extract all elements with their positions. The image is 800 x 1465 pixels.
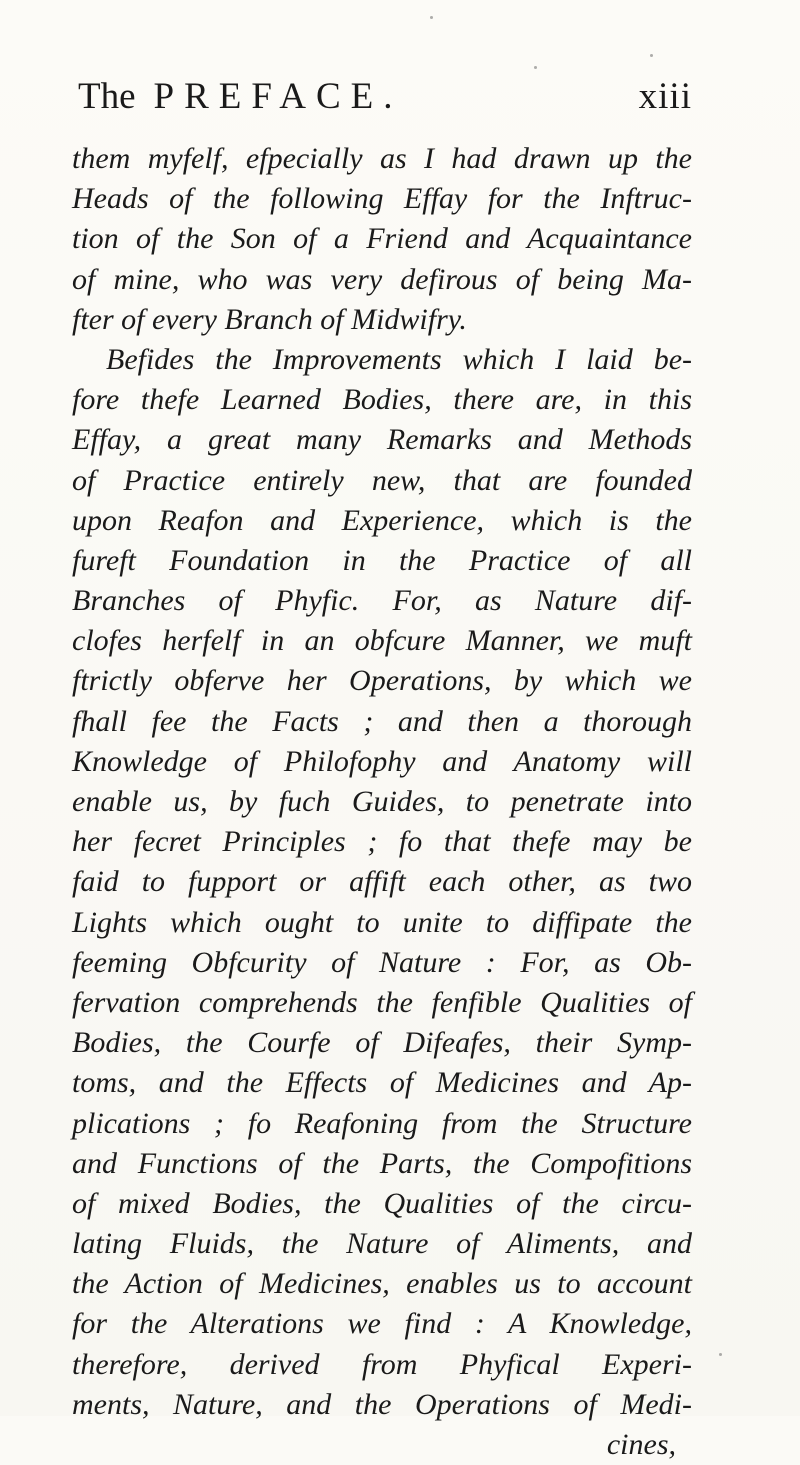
- text-line: Effay, a great many Remarks and Methods: [72, 423, 692, 457]
- text-line: her fecret Principles ; fo that thefe may be: [72, 825, 692, 859]
- text-line: fter of every Branch of Midwifry.: [72, 302, 467, 336]
- paper-speck: [430, 16, 433, 19]
- page-number: xiii: [638, 76, 692, 117]
- text-line: ments, Nature, and the Operations of Medi-: [72, 1387, 692, 1421]
- text-line: fervation comprehends the fenfible Qualities of: [72, 985, 692, 1019]
- text-line: enable us, by fuch Guides, to penetrate into: [72, 785, 692, 818]
- text-line: Knowledge of Philofophy and Anatomy will: [72, 744, 692, 778]
- body-text: [72, 139, 692, 1465]
- text-line: fureft Foundation in the Practice of all: [72, 543, 692, 577]
- paper-speck: [534, 66, 537, 69]
- paper-speck: [719, 1353, 722, 1356]
- text-line: fore thefe Learned Bodies, there are, in this: [72, 383, 692, 417]
- text-line: Bodies, the Courfe of Difeafes, their Symp-: [72, 1026, 692, 1060]
- text-line: Lights which ought to unite to diffipate the: [72, 905, 692, 939]
- text-line: ftrictly obferve her Operations, by which we: [72, 664, 692, 698]
- paper-speck: [650, 54, 653, 57]
- text-line: of mixed Bodies, the Qualities of the circu-: [72, 1186, 692, 1220]
- text-line: faid to fupport or affift each other, as two: [72, 865, 692, 899]
- running-title: [78, 75, 402, 118]
- text-line: Heads of the following Effay for the Inftruc-: [72, 182, 692, 216]
- text-line: Befides the Improvements which I laid be-: [106, 342, 692, 376]
- text-line: fhall fee the Facts ; and then a thorough: [72, 704, 692, 738]
- text-line: upon Reafon and Experience, which is the: [72, 503, 692, 537]
- text-line: them myfelf, efpecially as I had drawn up the: [72, 142, 692, 175]
- text-line: Branches of Phyfic. For, as Nature dif-: [72, 584, 692, 618]
- text-line: toms, and the Effects of Medicines and Ap-: [72, 1066, 692, 1100]
- running-title-preface: PREFACE.: [153, 76, 403, 117]
- text-line: the Action of Medicines, enables us to account: [72, 1267, 692, 1301]
- running-title-the: The: [78, 76, 136, 117]
- text-line: therefore, derived from Phyfical Experi-: [72, 1347, 692, 1381]
- running-header: [72, 75, 692, 135]
- text-line: for the Alterations we find : A Knowledge,: [72, 1307, 692, 1341]
- text-line: of Practice entirely new, that are founded: [72, 463, 692, 497]
- text-line: and Functions of the Parts, the Compofitions: [72, 1146, 692, 1180]
- text-line: of mine, who was very defirous of being Ma-: [72, 262, 692, 296]
- text-line-last: cines,: [606, 1428, 676, 1461]
- text-line: feeming Obfcurity of Nature : For, as Ob-: [72, 945, 692, 979]
- text-line: plications ; fo Reafoning from the Structure: [72, 1106, 692, 1140]
- text-line: clofes herfelf in an obfcure Manner, we muft: [72, 624, 692, 658]
- text-line: lating Fluids, the Nature of Aliments, and: [72, 1227, 692, 1261]
- text-line: tion of the Son of a Friend and Acquaintance: [72, 222, 692, 256]
